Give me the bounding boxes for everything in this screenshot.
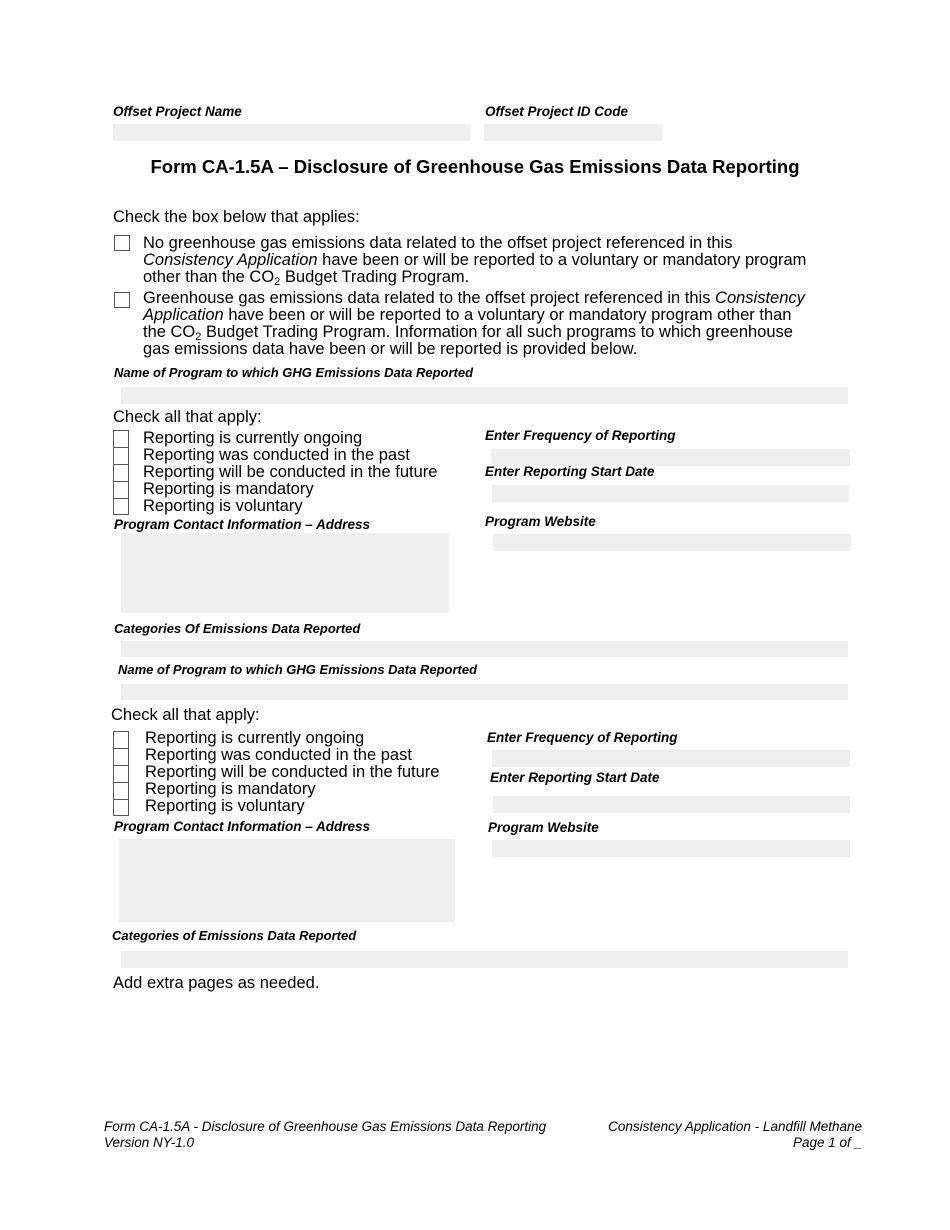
program1-option-future: Reporting will be conducted in the future (143, 463, 438, 481)
program2-categories-input[interactable] (121, 951, 848, 968)
project-name-input[interactable] (113, 124, 470, 141)
program2-name-label: Name of Program to which GHG Emissions Data Reported (118, 662, 478, 677)
extra-pages-note: Add extra pages as needed. (113, 974, 320, 992)
program1-option-mandatory: Reporting is mandatory (143, 480, 314, 498)
program1-start-date-input[interactable] (492, 485, 849, 502)
program1-frequency-label: Enter Frequency of Reporting (485, 428, 676, 443)
program2-ongoing-checkbox[interactable] (113, 731, 129, 748)
footer-version: Version NY-1.0 (104, 1135, 195, 1150)
project-id-input[interactable] (484, 124, 662, 141)
option-reported-line2: Application have been or will be reported to a voluntary or mandatory program other than (143, 306, 792, 324)
program1-past-checkbox[interactable] (113, 447, 129, 464)
project-name-label: Offset Project Name (113, 104, 242, 119)
program1-website-label: Program Website (485, 514, 596, 529)
check-box-instruction: Check the box below that applies: (113, 208, 360, 226)
footer-application: Consistency Application - Landfill Methane (608, 1119, 862, 1134)
program2-name-input[interactable] (121, 684, 848, 700)
program2-check-all-label: Check all that apply: (111, 706, 260, 724)
program1-option-ongoing: Reporting is currently ongoing (143, 429, 363, 447)
program1-contact-input[interactable] (121, 533, 449, 613)
option-reported-line1: Greenhouse gas emissions data related to the offset project referenced in this Consistency (143, 289, 805, 307)
option-none-line3: other than the $CO_2$ Budget Trading Program. (143, 268, 470, 288)
program1-website-input[interactable] (493, 534, 851, 551)
program2-past-checkbox[interactable] (113, 748, 129, 765)
program2-website-label: Program Website (488, 820, 599, 835)
program1-option-voluntary: Reporting is voluntary (143, 497, 303, 515)
program2-option-mandatory: Reporting is mandatory (145, 780, 316, 798)
program1-check-all-label: Check all that apply: (113, 408, 262, 426)
form-title: Form CA-1.5A – Disclosure of Greenhouse Gas Emissions Data Reporting (150, 156, 800, 177)
program2-option-future: Reporting will be conducted in the future (145, 763, 440, 781)
program2-frequency-input[interactable] (492, 750, 850, 767)
program1-name-input[interactable] (121, 387, 848, 404)
program1-categories-input[interactable] (121, 641, 848, 657)
program2-option-ongoing: Reporting is currently ongoing (145, 729, 365, 747)
option-none-line2: Consistency Application have been or will be reported to a voluntary or mandatory program (143, 251, 807, 269)
program2-contact-label: Program Contact Information – Address (114, 819, 371, 834)
program2-option-past: Reporting was conducted in the past (145, 746, 412, 764)
program1-contact-label: Program Contact Information – Address (114, 517, 371, 532)
program2-mandatory-checkbox[interactable] (113, 782, 129, 799)
program2-frequency-label: Enter Frequency of Reporting (487, 730, 678, 745)
program1-start-date-label: Enter Reporting Start Date (485, 464, 655, 479)
program2-voluntary-checkbox[interactable] (113, 799, 129, 816)
program1-mandatory-checkbox[interactable] (113, 481, 129, 498)
program1-ongoing-checkbox[interactable] (113, 430, 129, 447)
footer-page-number: Page 1 of _ (792, 1135, 862, 1150)
option-reported-line4: gas emissions data have been or will be reported is provided below. (143, 340, 638, 358)
program2-future-checkbox[interactable] (113, 765, 129, 782)
footer-form-name: Form CA-1.5A - Disclosure of Greenhouse Gas Emissions Data Reporting (104, 1119, 547, 1134)
program2-option-voluntary: Reporting is voluntary (145, 797, 305, 815)
option-none-line1: No greenhouse gas emissions data related to the offset project referenced in this (143, 234, 733, 252)
program1-categories-label: Categories Of Emissions Data Reported (114, 621, 361, 636)
no-data-reported-checkbox[interactable] (114, 235, 130, 251)
program2-contact-input[interactable] (119, 839, 455, 922)
program1-voluntary-checkbox[interactable] (113, 498, 129, 515)
project-id-label: Offset Project ID Code (485, 104, 629, 119)
program2-categories-label: Categories of Emissions Data Reported (112, 928, 357, 943)
program1-option-past: Reporting was conducted in the past (143, 446, 410, 464)
program2-start-date-label: Enter Reporting Start Date (490, 770, 660, 785)
program2-website-input[interactable] (492, 840, 850, 857)
data-reported-checkbox[interactable] (114, 292, 130, 308)
option-reported-line3: the $CO_2$ Budget Trading Program. Information for all such programs to which greenhouse (143, 323, 793, 343)
program2-start-date-input[interactable] (493, 796, 850, 813)
program1-name-label: Name of Program to which GHG Emissions Data Reported (114, 365, 474, 380)
program1-future-checkbox[interactable] (113, 464, 129, 481)
